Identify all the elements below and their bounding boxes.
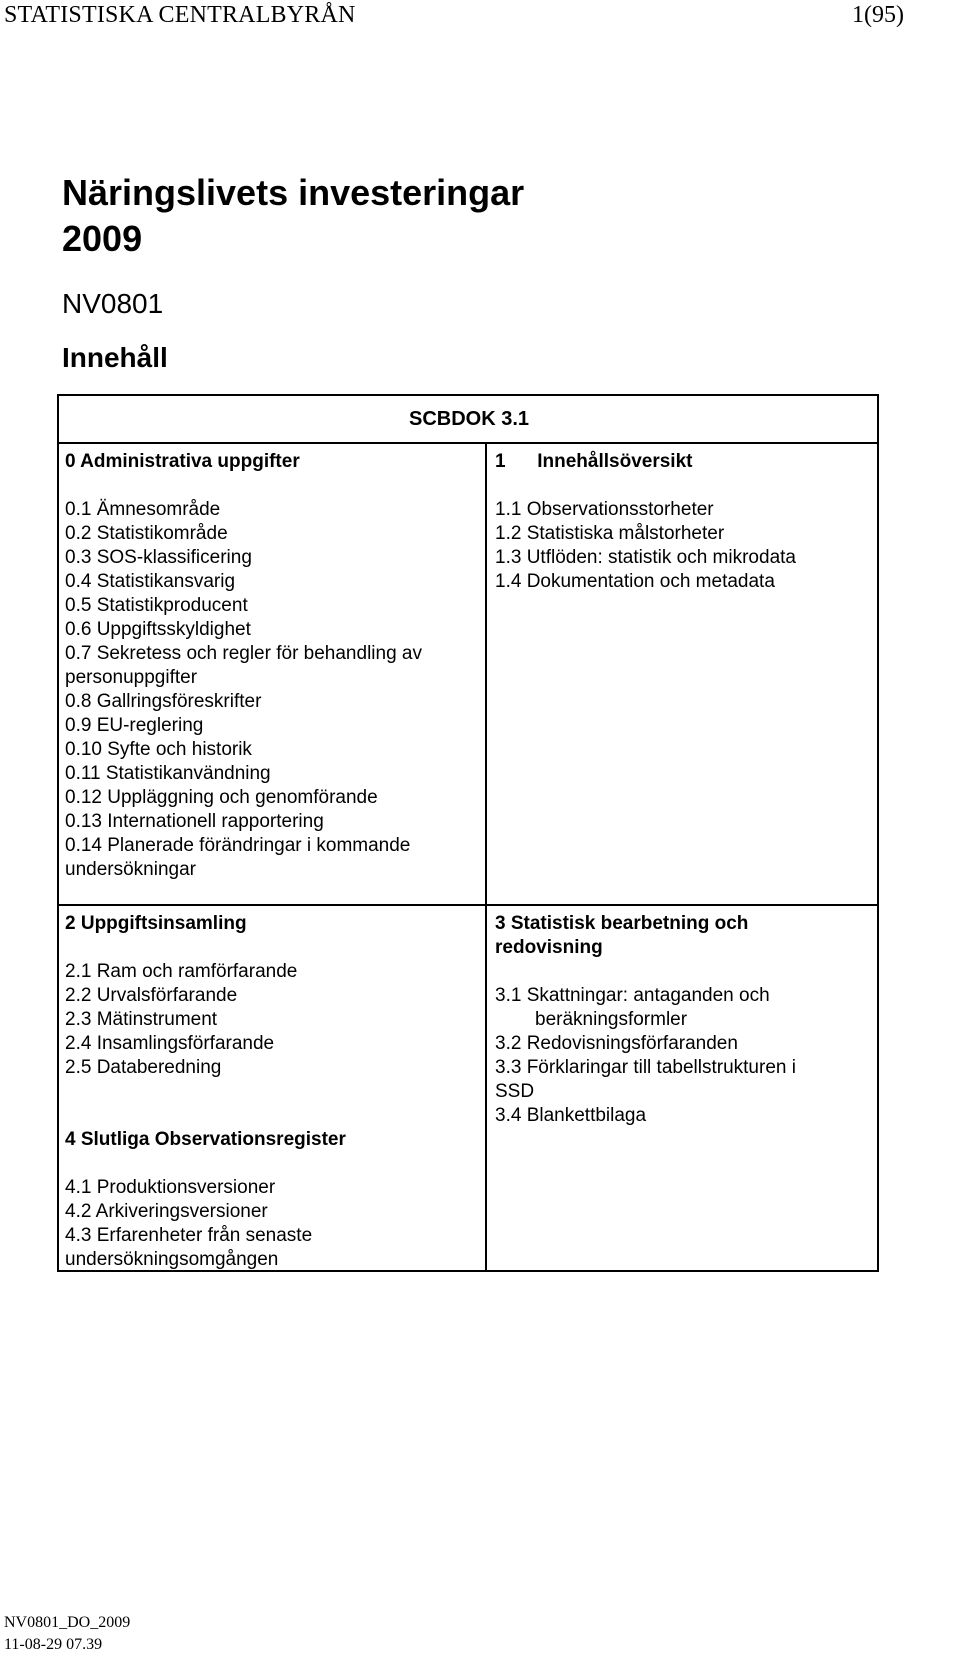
toc-item: 1.2 Statistiska målstorheter [495,523,725,544]
toc-item: 2.1 Ram och ramförfarande [65,961,298,982]
toc-item: 4.2 Arkiveringsversioner [65,1201,268,1222]
footer-document-id: NV0801_DO_2009 [4,1614,131,1631]
toc-section-2-and-4 [65,912,475,1272]
document-title: Näringslivets investeringar [62,172,525,213]
section-heading-continued: redovisning [495,937,603,958]
toc-item: 0.9 EU-reglering [65,715,204,736]
toc-item: 0.6 Uppgiftsskyldighet [65,619,251,640]
toc-item: personuppgifter [65,667,198,688]
toc-item: 0.1 Ämnesområde [65,499,221,520]
toc-item: 2.3 Mätinstrument [65,1009,218,1030]
toc-item: 0.3 SOS-klassificering [65,547,252,568]
header-page-number: 1(95) [852,2,904,28]
toc-item: 0.4 Statistikansvarig [65,571,236,592]
toc-item: undersökningar [65,859,196,880]
toc-item: 0.8 Gallringsföreskrifter [65,691,262,712]
toc-item: 3.4 Blankettbilaga [495,1105,647,1126]
toc-item: 4.1 Produktionsversioner [65,1177,276,1198]
toc-item: 3.3 Förklaringar till tabellstrukturen i [495,1057,796,1078]
divider [485,442,487,1270]
toc-item-continued: beräkningsformler [535,1009,688,1030]
section-heading: 2 Uppgiftsinsamling [65,913,247,934]
toc-item: 0.7 Sekretess och regler för behandling av [65,643,422,664]
divider [59,904,877,906]
section-heading: 4 Slutliga Observationsregister [65,1129,346,1150]
toc-item: 1.4 Dokumentation och metadata [495,571,775,592]
toc-section-0 [65,450,475,882]
section-heading: 1 Innehållsöversikt [495,451,693,472]
section-heading: 0 Administrativa uppgifter [65,451,300,472]
divider [59,442,877,444]
toc-item: undersökningsomgången [65,1249,279,1270]
toc-item-continued: SSD [495,1081,535,1102]
scbdok-label: SCBDOK 3.1 [409,408,530,430]
toc-item: 2.4 Insamlingsförfarande [65,1033,275,1054]
product-code: NV0801 [62,288,164,319]
toc-item: 0.11 Statistikanvändning [65,763,271,784]
toc-item: 0.10 Syfte och historik [65,739,252,760]
toc-item: 2.5 Databeredning [65,1057,222,1078]
toc-item: 3.2 Redovisningsförfaranden [495,1033,738,1054]
table-of-contents [57,394,879,1272]
toc-section-1 [495,450,875,594]
toc-section-3 [495,912,875,1128]
toc-item: 2.2 Urvalsförfarande [65,985,238,1006]
document-year: 2009 [62,218,143,259]
toc-item: 3.1 Skattningar: antaganden och [495,985,770,1006]
contents-heading: Innehåll [62,342,168,373]
footer-datetime: 11-08-29 07.39 [4,1636,103,1653]
toc-item: 1.3 Utflöden: statistik och mikrodata [495,547,796,568]
toc-item: 0.14 Planerade förändringar i kommande [65,835,411,856]
section-heading: 3 Statistisk bearbetning och [495,913,749,934]
toc-item: 4.3 Erfarenheter från senaste [65,1225,313,1246]
toc-item: 0.5 Statistikproducent [65,595,248,616]
toc-item: 0.12 Uppläggning och genomförande [65,787,378,808]
toc-item: 1.1 Observationsstorheter [495,499,714,520]
toc-item: 0.13 Internationell rapportering [65,811,324,832]
toc-item: 0.2 Statistikområde [65,523,228,544]
header-organization: STATISTISKA CENTRALBYRÅN [4,2,356,28]
